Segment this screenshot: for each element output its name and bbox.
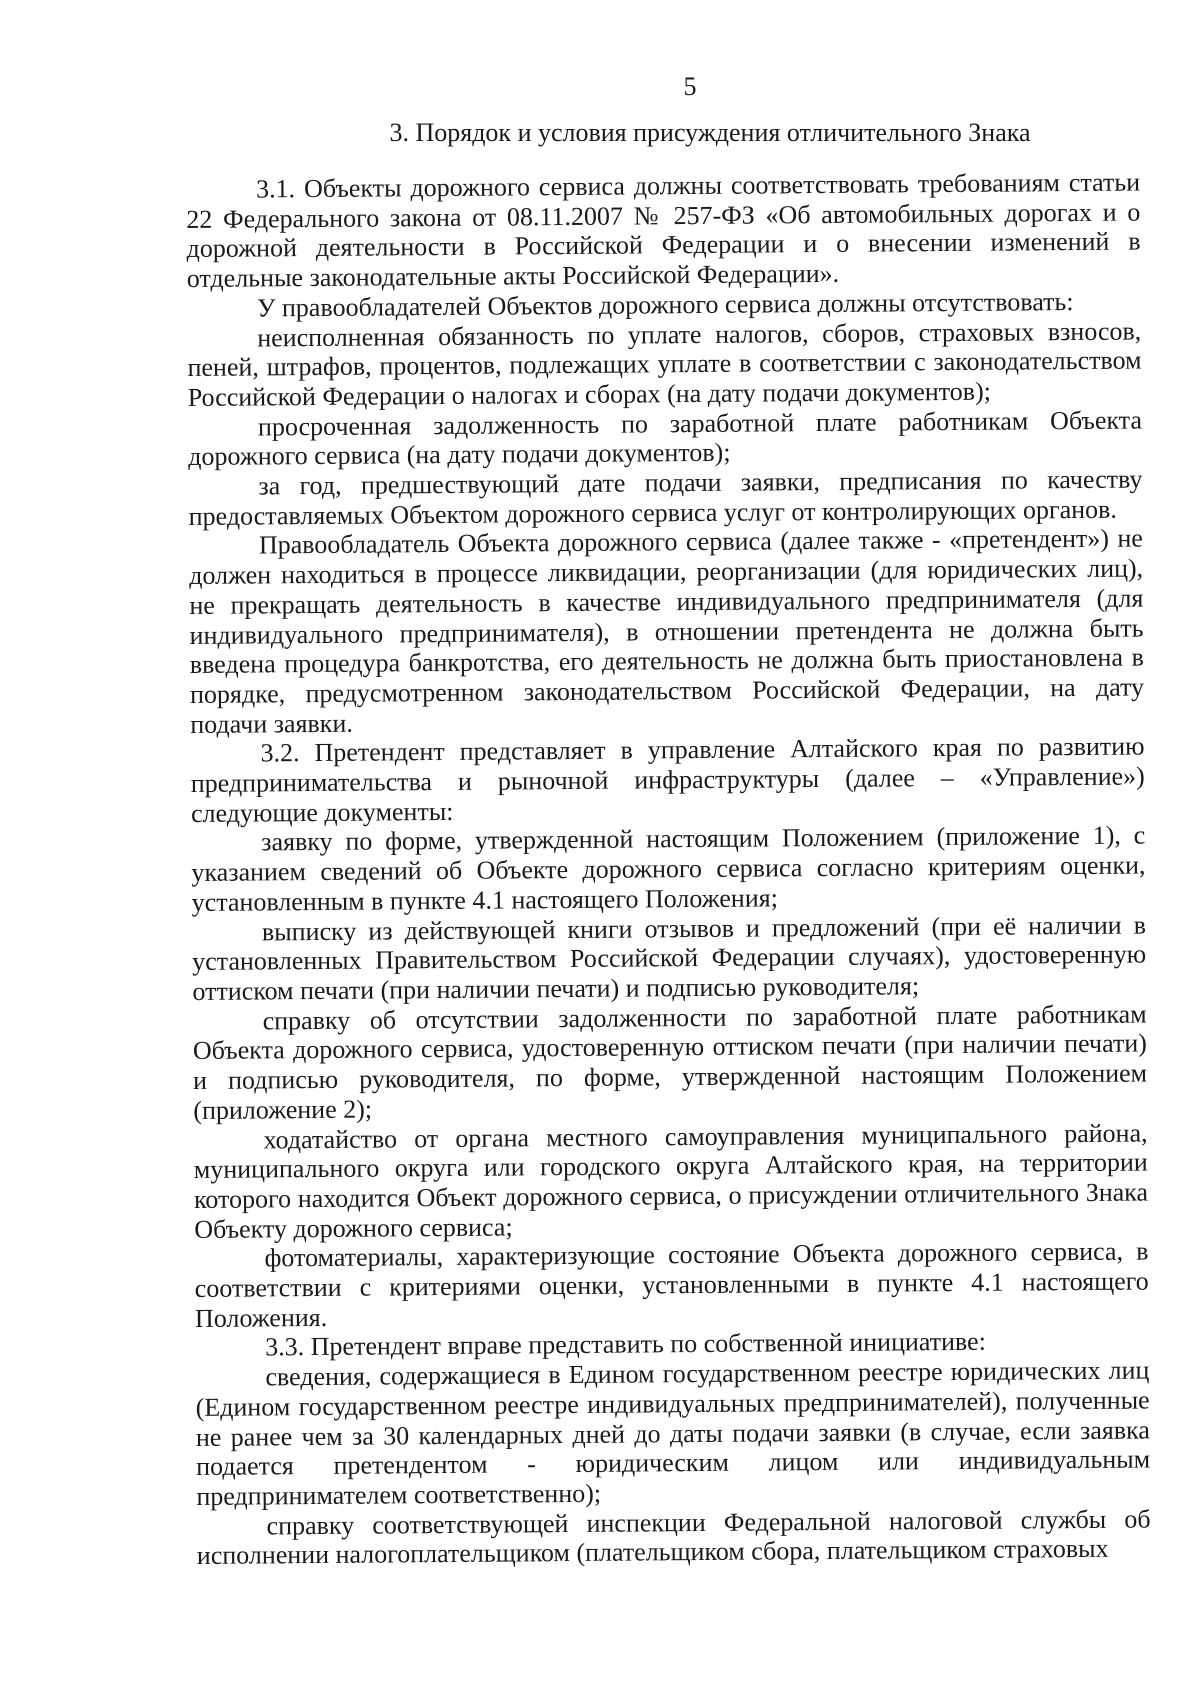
paragraph: справку об отсутствии задолженности по заработной плате работникам Объекта дорожного сервиса, удостоверенную оттиском печати (при наличии печати) и подписью руководителя, по форме, утвержденной настоящим Положением (приложение 2); bbox=[192, 999, 1148, 1125]
paragraph: 3.1. Объекты дорожного сервиса должны соответствовать требованиям статьи 22 Федерального закона от 08.11.2007 № 257-ФЗ «Об автомобильных дорогах и о дорожной деятельности в Российской Федерации и о внесении изменений в отдельные законодательные акты Российской Федерации». bbox=[186, 167, 1141, 294]
paragraph: просроченная задолженность по заработной плате работникам Объекта дорожного сервиса (на дату подачи документов); bbox=[188, 405, 1143, 472]
paragraph: У правообладателей Объектов дорожного сервиса должны отсутствовать: bbox=[256, 286, 1074, 323]
paragraph: фотоматериалы, характеризующие состояние Объекта дорожного сервиса, в соответствии с критериями оценки, установленными в пункте 4.1 настоящего Положения. bbox=[194, 1236, 1149, 1333]
paragraph: Правообладатель Объекта дорожного сервиса (далее также - «претендент») не должен находиться в процессе ликвидации, реорганизации (для юридических лиц), не прекращать деятельность в качестве индивидуального предпринимателя (для индивидуального предпринимателя), в отношении претендента не должна быть введена процедура банкротства, его деятельность не должна быть приостановлена в порядке, предусмотренном законодательством Российской Федерации, на дату подачи заявки. bbox=[189, 523, 1145, 739]
paragraph: 3.2. Претендент представляет в управление Алтайского края по развитию предпринимательства и рыночной инфраструктуры (далее – «Управление») следующие документы: bbox=[190, 731, 1145, 828]
section-title: 3. Порядок и условия присуждения отличительного Знака bbox=[389, 118, 1031, 147]
paragraph: сведения, содержащиеся в Едином государственном реестре юридических лиц (Едином государственном реестре индивидуальных предпринимателей), полученные не ранее чем за 30 календарных дней до даты подачи заявки (в случае, если заявка подается претендентом - юридическим лицом или индивидуальным предпринимателем соответственно); bbox=[195, 1355, 1151, 1511]
paragraph: неисполненная обязанность по уплате налогов, сборов, страховых взносов, пеней, штрафов, процентов, подлежащих уплате в соответствии с законодательством Российской Федерации о налогах и сборах (на дату подачи документов); bbox=[187, 316, 1142, 412]
paragraph: 3.3. Претендент вправе представить по собственной инициативе: bbox=[265, 1327, 986, 1362]
paragraph: выписку из действующей книги отзывов и предложений (при её наличии в установленных Правительством Российской Федерации случаях), удостоверенную оттиском печати (при наличии печати) и подписью руководителя; bbox=[192, 910, 1147, 1006]
page-number: 5 bbox=[683, 72, 697, 101]
paragraph: заявку по форме, утвержденной настоящим Положением (приложение 1), с указанием сведений об Объекте дорожного сервиса согласно критериям оценки, установленным в пункте 4.1 настоящего Положения; bbox=[191, 820, 1146, 917]
document-body bbox=[186, 168, 1151, 1571]
paragraph: справку соответствующей инспекции Федеральной налоговой службы об исполнении налогоплательщиком (плательщиком сбора, плательщиком страховых bbox=[196, 1504, 1151, 1571]
paragraph: ходатайство от органа местного самоуправления муниципального района, муниципального округа или городского округа Алтайского края, на территории которого находится Объект дорожного сервиса, о присуждении отличительного Знака Объекту дорожного сервиса; bbox=[193, 1117, 1149, 1244]
paragraph: за год, предшествующий дате подачи заявки, предписания по качеству предоставляемых Объектом дорожного сервиса услуг от контролирующих органов. bbox=[188, 464, 1143, 531]
